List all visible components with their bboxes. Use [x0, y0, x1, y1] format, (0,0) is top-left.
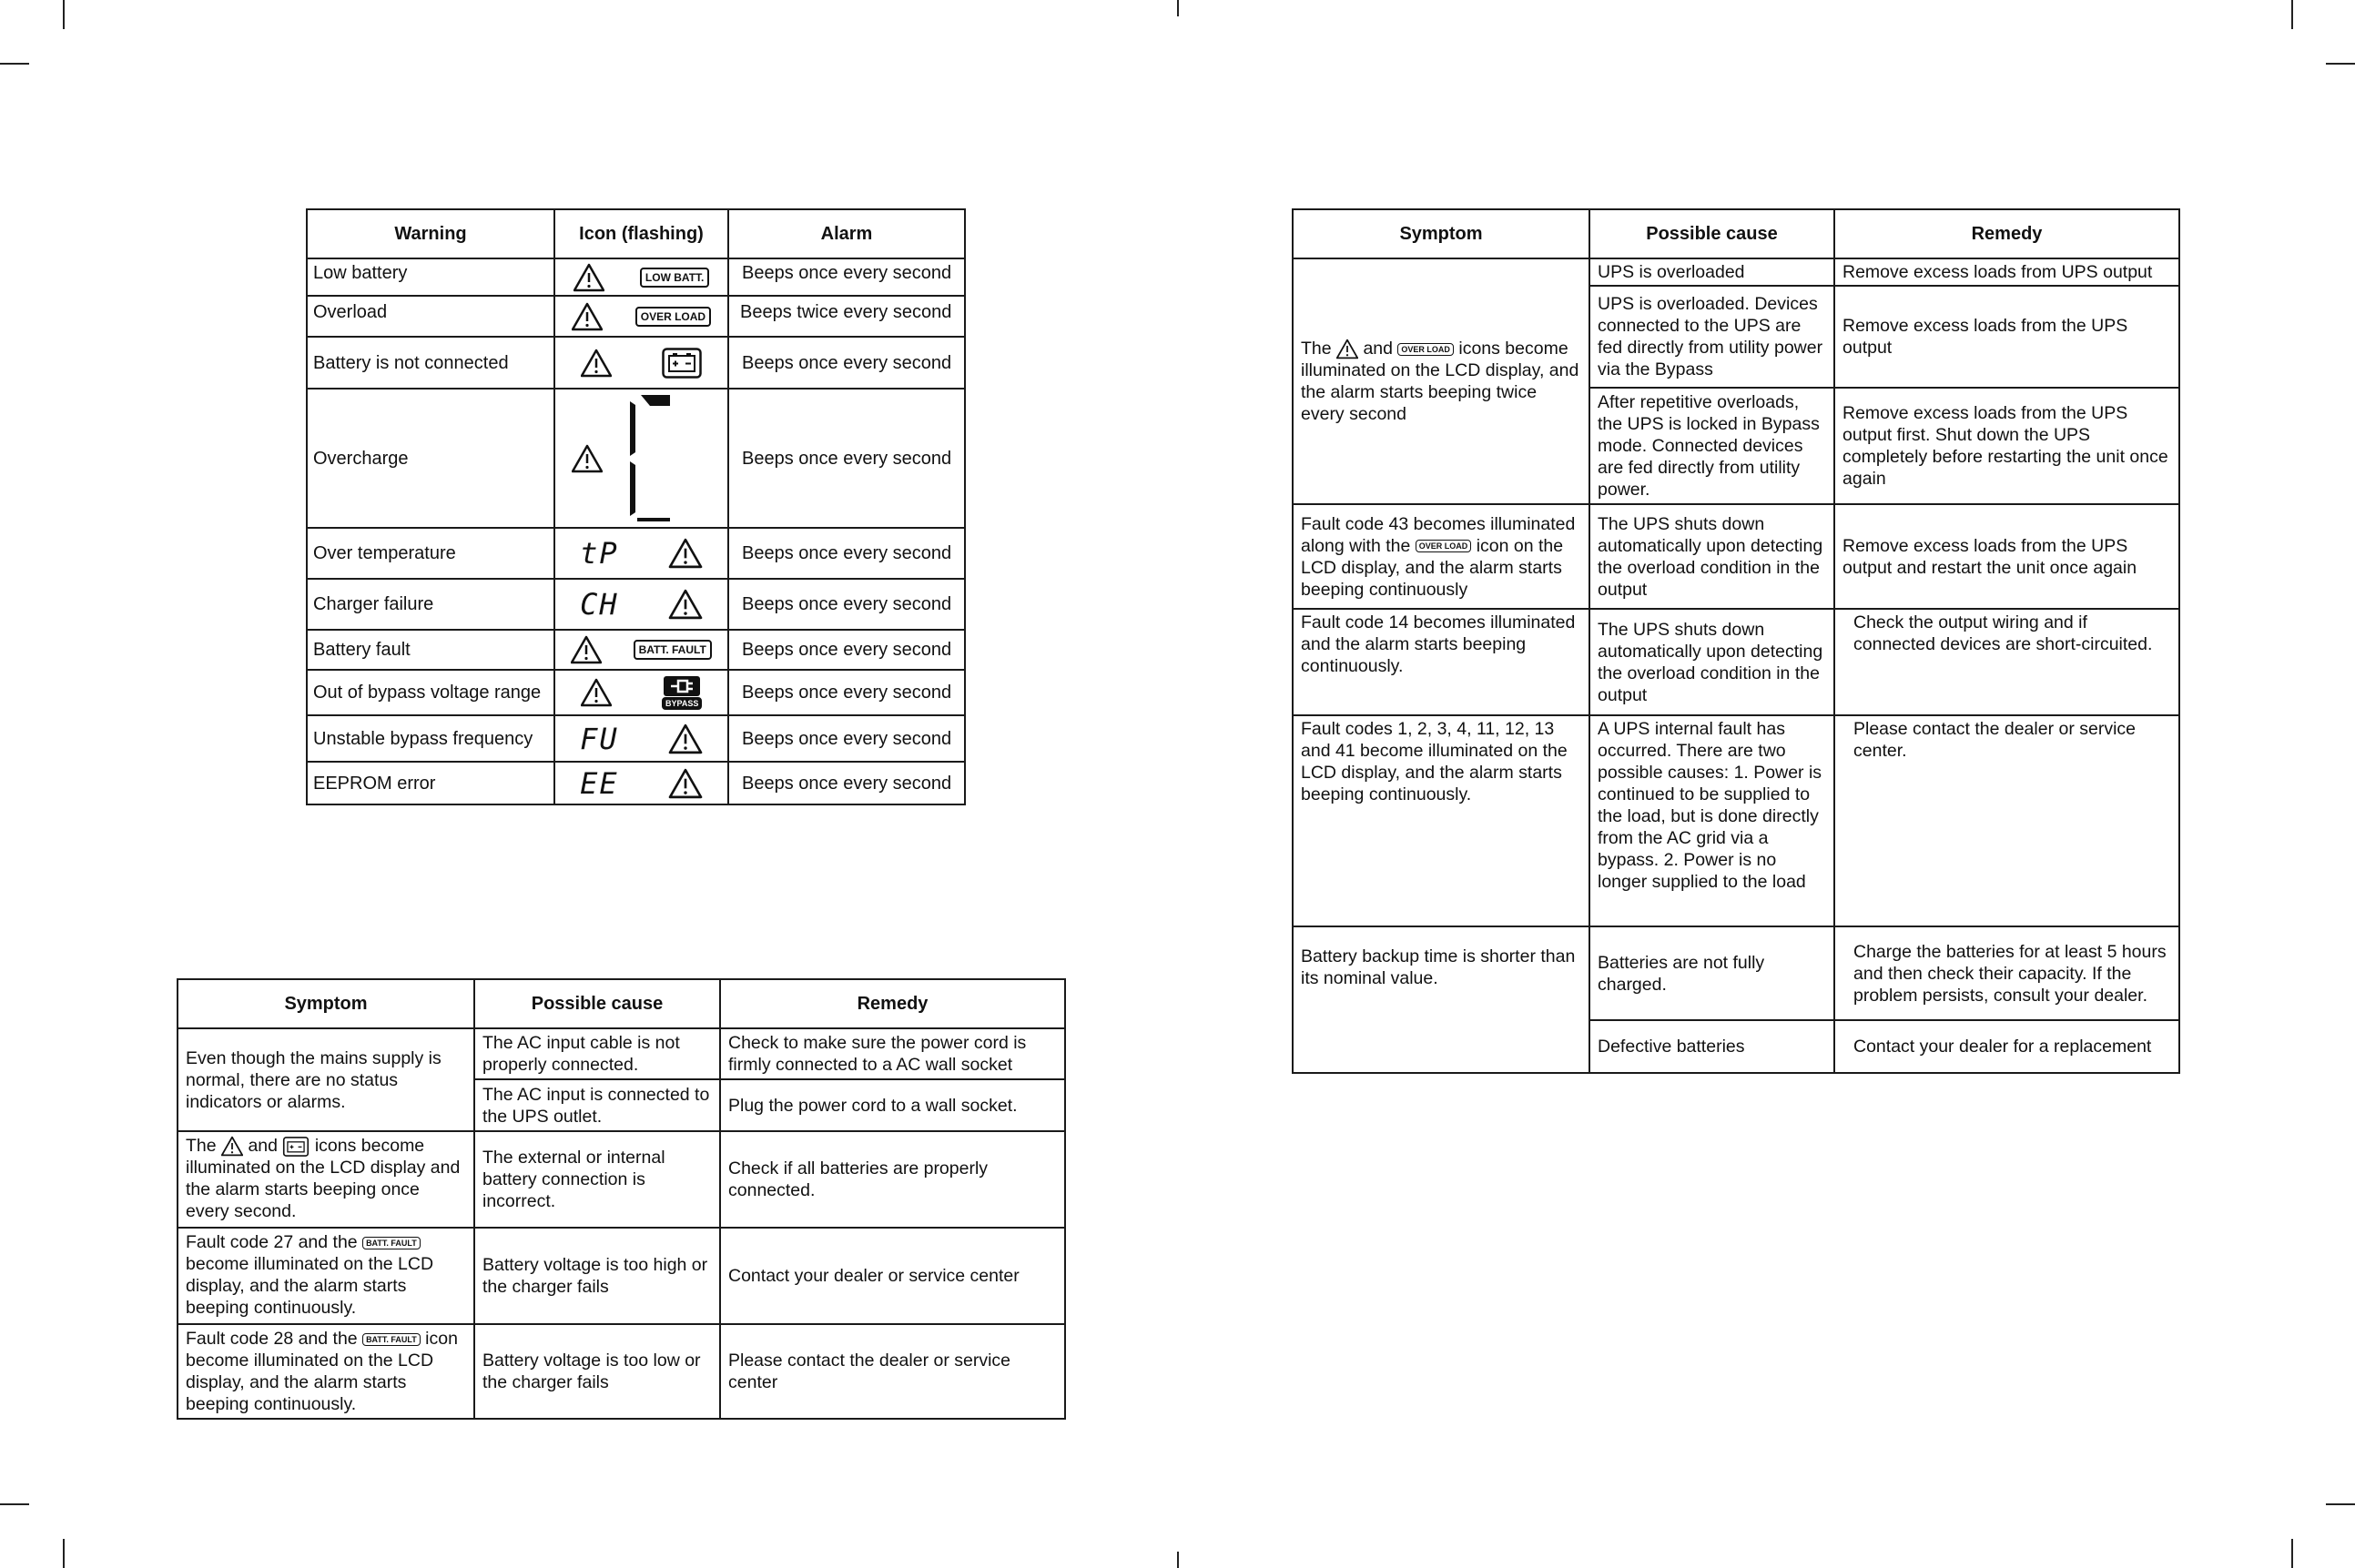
symptom-cell: Fault codes 1, 2, 3, 4, 11, 12, 13 and 41 become illuminated on the LCD display, and the alarm starts beeping continuously.	[1293, 715, 1589, 926]
cause-cell: The UPS shuts down automatically upon detecting the overload condition in the output	[1589, 504, 1834, 609]
alarm-text: Beeps once every second	[728, 528, 965, 579]
warning-out-of-bypass: Out of bypass voltage range	[307, 670, 554, 715]
overcharge-bar-icon	[630, 392, 675, 525]
crop-mark	[2291, 1539, 2293, 1568]
batt-fault-icon: BATT. FAULT	[634, 640, 712, 660]
cause-cell: The external or internal battery connection is incorrect.	[474, 1131, 720, 1228]
cause-cell: Battery voltage is too high or the charger fails	[474, 1228, 720, 1324]
crop-mark	[2326, 1503, 2355, 1505]
header-remedy: Remedy	[1834, 209, 2179, 258]
battery-icon	[662, 348, 702, 379]
warning-low-battery: Low battery	[307, 258, 554, 296]
remedy-cell: Remove excess loads from UPS output	[1834, 258, 2179, 286]
symptom-cell: Battery backup time is shorter than its nominal value.	[1293, 926, 1589, 1073]
warning-charger-failure: Charger failure	[307, 579, 554, 630]
remedy-cell: Check if all batteries are properly connected.	[720, 1131, 1065, 1228]
table-row	[307, 389, 965, 528]
table-row	[178, 1324, 1065, 1419]
over-load-icon: OVER LOAD	[635, 307, 711, 327]
warning-over-temperature: Over temperature	[307, 528, 554, 579]
table-row	[1293, 715, 2179, 926]
table-row	[307, 337, 965, 389]
remedy-cell: Contact your dealer or service center	[720, 1228, 1065, 1324]
alarm-text: Beeps once every second	[728, 258, 965, 296]
header-alarm: Alarm	[728, 209, 965, 258]
symptom-table-1	[177, 978, 1066, 1420]
header-symptom: Symptom	[1293, 209, 1589, 258]
fu-code-icon: FU	[580, 721, 619, 756]
table-row	[1293, 609, 2179, 715]
symptom-cell: Fault code 27 and the BATT. FAULT become illuminated on the LCD display, and the alarm starts beeping continuously.	[178, 1228, 474, 1324]
warning-triangle-icon	[668, 538, 703, 569]
warning-triangle-icon	[668, 723, 703, 754]
cause-cell: Batteries are not fully charged.	[1589, 926, 1834, 1020]
alarm-text: Beeps once every second	[728, 670, 965, 715]
alarm-text: Beeps once every second	[728, 630, 965, 670]
warning-triangle-icon	[668, 589, 703, 620]
batt-fault-icon: BATT. FAULT	[362, 1333, 421, 1346]
alarm-text: Beeps once every second	[728, 389, 965, 528]
crop-mark	[63, 0, 65, 29]
warning-battery-not-connected: Battery is not connected	[307, 337, 554, 389]
cause-cell: The UPS shuts down automatically upon detecting the overload condition in the output	[1589, 609, 1834, 715]
table-row	[307, 762, 965, 804]
ee-code-icon: EE	[580, 765, 619, 801]
alarm-text: Beeps once every second	[728, 762, 965, 804]
cause-cell: Battery voltage is too low or the charger fails	[474, 1324, 720, 1419]
table-row	[178, 1228, 1065, 1324]
tp-code-icon: tP	[580, 536, 619, 571]
symptom-cell: Fault code 14 becomes illuminated and the alarm starts beeping continuously.	[1293, 609, 1589, 715]
header-remedy: Remedy	[720, 979, 1065, 1028]
crop-mark	[0, 1503, 29, 1505]
symptom-cell: Fault code 28 and the BATT. FAULT icon become illuminated on the LCD display, and the alarm starts beeping continuously.	[178, 1324, 474, 1419]
crop-mark	[63, 1539, 65, 1568]
warning-triangle-icon	[668, 768, 703, 799]
warning-battery-fault: Battery fault	[307, 630, 554, 670]
table-row	[178, 1131, 1065, 1228]
batt-fault-icon: BATT. FAULT	[362, 1237, 421, 1249]
table-row	[307, 258, 965, 296]
remedy-cell: Remove excess loads from the UPS output	[1834, 286, 2179, 388]
cause-cell: UPS is overloaded	[1589, 258, 1834, 286]
low-batt-icon: LOW BATT.	[640, 268, 709, 288]
remedy-cell: Charge the batteries for at least 5 hours and then check their capacity. If the problem persists, consult your dealer.	[1834, 926, 2179, 1020]
crop-mark	[0, 63, 29, 65]
warning-triangle-icon	[1336, 339, 1358, 359]
bypass-icon: BYPASS	[662, 676, 702, 710]
warning-triangle-icon	[581, 678, 612, 707]
remedy-cell: Please contact the dealer or service center	[720, 1324, 1065, 1419]
alarm-text: Beeps once every second	[728, 715, 965, 762]
warnings-table	[306, 208, 966, 805]
remedy-cell: Check to make sure the power cord is firmly connected to a AC wall socket	[720, 1028, 1065, 1079]
header-icon: Icon (flashing)	[554, 209, 728, 258]
crop-mark	[1177, 1552, 1179, 1568]
table-row	[307, 296, 965, 337]
remedy-cell: Remove excess loads from the UPS output and restart the unit once again	[1834, 504, 2179, 609]
crop-mark	[2326, 63, 2355, 65]
warning-triangle-icon	[581, 349, 612, 378]
cause-cell: The AC input is connected to the UPS outlet.	[474, 1079, 720, 1131]
crop-mark	[1177, 0, 1179, 16]
warning-triangle-icon	[221, 1136, 243, 1157]
cause-cell: UPS is overloaded. Devices connected to the UPS are fed directly from utility power via the Bypass	[1589, 286, 1834, 388]
over-load-icon: OVER LOAD	[1397, 343, 1454, 356]
remedy-cell: Remove excess loads from the UPS output first. Shut down the UPS completely before restarting the unit once again	[1834, 388, 2179, 504]
alarm-text: Beeps twice every second	[728, 296, 965, 337]
crop-mark	[2291, 0, 2293, 29]
header-cause: Possible cause	[474, 979, 720, 1028]
plug-icon	[664, 676, 700, 696]
table-row	[1293, 258, 2179, 286]
header-warning: Warning	[307, 209, 554, 258]
over-load-icon: OVER LOAD	[1416, 540, 1472, 552]
alarm-text: Beeps once every second	[728, 579, 965, 630]
warning-triangle-icon	[572, 302, 603, 331]
remedy-cell: Contact your dealer for a replacement	[1834, 1020, 2179, 1073]
ch-code-icon: CH	[580, 587, 619, 622]
cause-cell: A UPS internal fault has occurred. There are two possible causes: 1. Power is continued to be supplied to the load, but is done directly from the AC grid via a bypass. 2. Power is no longer supplied to the load	[1589, 715, 1834, 926]
warning-triangle-icon	[574, 263, 604, 292]
warning-overload: Overload	[307, 296, 554, 337]
warning-unstable-bypass: Unstable bypass frequency	[307, 715, 554, 762]
cause-cell: The AC input cable is not properly connected.	[474, 1028, 720, 1079]
symptom-table-2	[1292, 208, 2180, 1074]
remedy-cell: Check the output wiring and if connected devices are short-circuited.	[1834, 609, 2179, 715]
battery-icon	[282, 1137, 310, 1157]
warning-overcharge: Overcharge	[307, 389, 554, 528]
table-row	[307, 579, 965, 630]
warning-triangle-icon	[571, 635, 602, 664]
table-row	[1293, 504, 2179, 609]
table-row	[307, 528, 965, 579]
table-row	[307, 715, 965, 762]
header-cause: Possible cause	[1589, 209, 1834, 258]
symptom-cell: The and OVER LOAD icons become illuminated on the LCD display, and the alarm starts beeping twice every second	[1293, 258, 1589, 504]
alarm-text: Beeps once every second	[728, 337, 965, 389]
cause-cell: After repetitive overloads, the UPS is locked in Bypass mode. Connected devices are fed directly from utility power.	[1589, 388, 1834, 504]
remedy-cell: Please contact the dealer or service center.	[1834, 715, 2179, 926]
cause-cell: Defective batteries	[1589, 1020, 1834, 1073]
symptom-cell: The and icons become illuminated on the LCD display and the alarm starts beeping once every second.	[178, 1131, 474, 1228]
remedy-cell: Plug the power cord to a wall socket.	[720, 1079, 1065, 1131]
symptom-cell: Fault code 43 becomes illuminated along with the OVER LOAD icon on the LCD display, and the alarm starts beeping continuously	[1293, 504, 1589, 609]
header-symptom: Symptom	[178, 979, 474, 1028]
warning-triangle-icon	[572, 444, 603, 473]
table-row	[307, 630, 965, 670]
symptom-cell: Even though the mains supply is normal, there are no status indicators or alarms.	[178, 1028, 474, 1131]
table-row	[1293, 926, 2179, 1020]
table-row	[307, 670, 965, 715]
table-row	[178, 1028, 1065, 1079]
warning-eeprom: EEPROM error	[307, 762, 554, 804]
